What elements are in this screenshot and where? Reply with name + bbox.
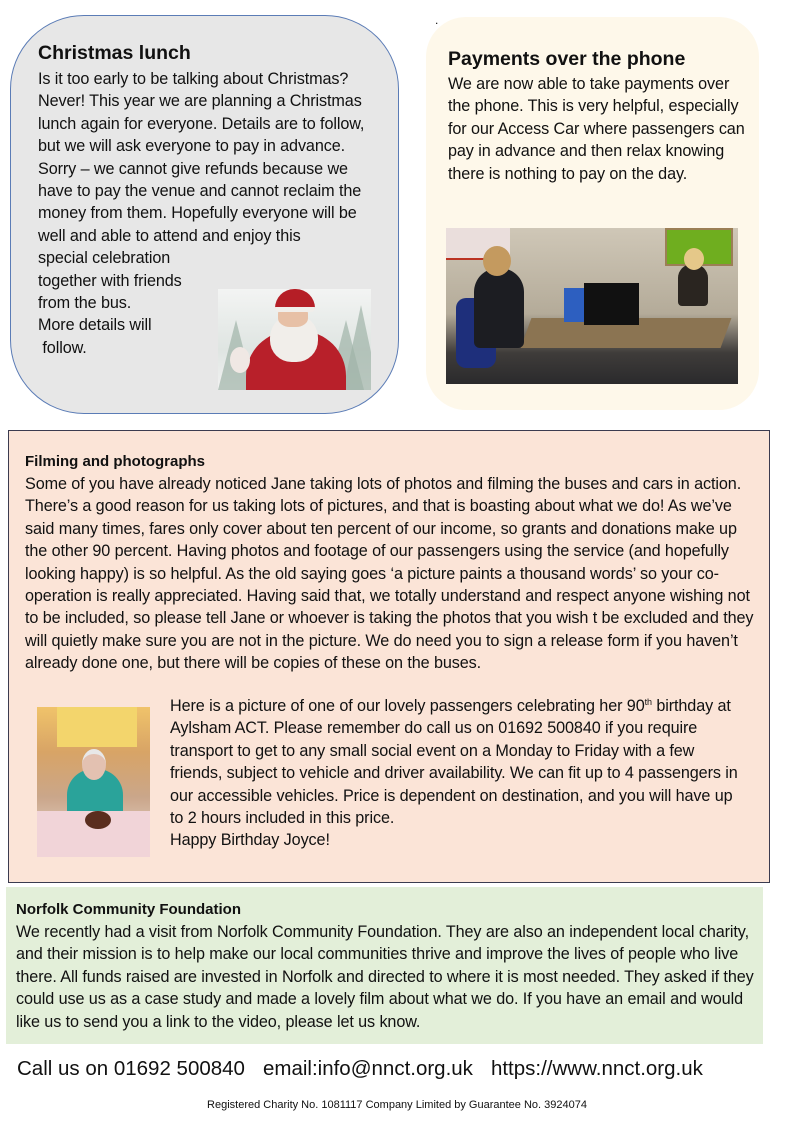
christmas-tail-line: together with friends: [38, 271, 182, 290]
christmas-tail-line: special celebration: [38, 249, 171, 268]
filming-title: Filming and photographs: [25, 453, 205, 470]
christmas-tail-line: from the bus.: [38, 294, 132, 313]
payments-body: We are now able to take payments over the phone. This is very helpful, especially for our Access Car where passengers can pay in advance and then relax knowing there is nothing to pay on the day.: [448, 75, 745, 183]
santa-photo: [218, 289, 371, 390]
christmas-tail-line: follow.: [38, 338, 87, 357]
filming-body: Some of you have already noticed Jane taking lots of photos and filming the buses and cars in action. There’s a good reason for us taking lots of pictures, and that is boasting about what we do! As we’ve said many times, fares only cover about ten percent of our income, so grants and donations make up the other 90 percent. Having photos and footage of our passengers using the service (and hopefully looking happy) is so helpful. As the old saying goes ‘a picture paints a thousand words’ so your co-operation is really appreciated. Having said that, we totally understand and respect anyone wishing not to be included, so please tell Jane or whoever is taking the photos that you wish t be excluded and they will quietly make sure you are not in the picture. We do need you to sign a release form if you haven’t already done one, but there will be copies of these on the buses.: [25, 475, 754, 673]
payments-panel: [426, 17, 759, 410]
ncf-panel: [6, 887, 763, 1044]
ncf-title: Norfolk Community Foundation: [16, 901, 241, 918]
christmas-tail-line: More details will: [38, 316, 152, 335]
birthday-text: [170, 695, 750, 852]
stray-mark: .: [435, 13, 439, 27]
birthday-sign-off: Happy Birthday Joyce!: [170, 831, 330, 850]
christmas-lunch-text: Is it too early to be talking about Christmas? Never! This year we are planning a Christmas lunch again for everyone. Details are to follow, but we will ask everyone to pay in advance. Sorry – we cannot give refunds because we have to pay the venue and cannot reclaim the money from them. Hopefully everyone will be well and able to attend and enjoy this: [38, 70, 365, 245]
birthday-text-pre: Here is a picture of one of our lovely passengers celebrating her 90: [170, 697, 645, 715]
christmas-lunch-title: Christmas lunch: [38, 42, 191, 64]
registration-note: Registered Charity No. 1081117 Company Limited by Guarantee No. 3924074: [207, 1099, 587, 1111]
ncf-body: We recently had a visit from Norfolk Community Foundation. They are also an independent local charity, and their mission is to help make our local communities thrive and improve the lives of people who live there. All funds raised are invested in Norfolk and directed to where it is most needed. They asked if they could use us as a case study and made a lovely film about what we do. If you have an email and would like us to send you a link to the video, please let us know.: [16, 923, 754, 1031]
christmas-lunch-panel: [10, 15, 399, 414]
office-photo: [446, 228, 738, 384]
filming-panel: [8, 430, 770, 883]
birthday-ordinal: th: [644, 697, 652, 707]
contact-phone: Call us on 01692 500840: [17, 1057, 245, 1080]
contact-website[interactable]: https://www.nnct.org.uk: [490, 1057, 703, 1080]
birthday-photo: [37, 707, 150, 857]
contact-email[interactable]: email:info@nnct.org.uk: [262, 1057, 473, 1080]
payments-title: Payments over the phone: [448, 48, 686, 70]
contact-line: [17, 1056, 721, 1082]
birthday-text-post: birthday at Aylsham ACT. Please remember do call us on 01692 500840 if you require transport to get to any small social event on a Monday to Friday with a few friends, subject to vehicle and driver availability. We can fit up to 4 passengers in our accessible vehicles. Price is dependent on destination, and you will have up to 2 hours included in this price.: [170, 697, 738, 828]
